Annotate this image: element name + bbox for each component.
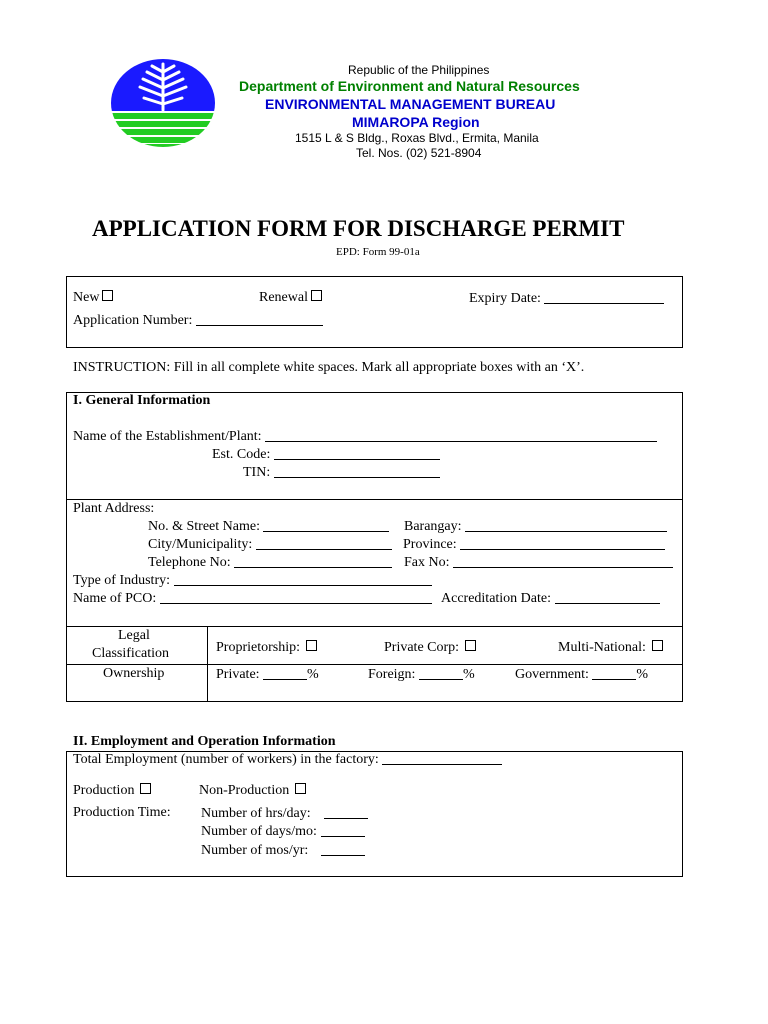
proprietorship-checkbox[interactable] (306, 640, 317, 651)
industry-blank[interactable] (174, 572, 432, 586)
divider (66, 626, 683, 627)
private-label: Private: (216, 667, 260, 682)
non-production-option[interactable] (199, 783, 306, 799)
city-field[interactable] (148, 536, 392, 553)
production-label: Production (73, 783, 135, 798)
legal-label: Legal (118, 628, 150, 643)
expiry-label: Expiry Date: (469, 291, 541, 306)
divider (66, 499, 683, 500)
foreign-blank[interactable] (419, 666, 463, 680)
percent-sign: % (462, 667, 475, 682)
city-blank[interactable] (256, 536, 392, 550)
barangay-blank[interactable] (465, 518, 667, 532)
province-label: Province: (403, 537, 457, 552)
accreditation-blank[interactable] (555, 590, 660, 604)
street-field[interactable] (148, 518, 389, 535)
foreign-percent-field[interactable] (368, 666, 475, 683)
percent-sign: % (636, 667, 649, 682)
establishment-blank[interactable] (265, 428, 657, 442)
multinational-checkbox[interactable] (652, 640, 663, 651)
fax-field[interactable] (404, 554, 673, 571)
mos-field[interactable] (201, 842, 365, 859)
new-checkbox[interactable] (102, 290, 113, 301)
multinational-label: Multi-National: (558, 640, 646, 655)
private-corp-option[interactable] (384, 640, 476, 656)
instruction-text: INSTRUCTION: Fill in all complete white spaces. Mark all appropriate boxes with an ‘X’. (73, 360, 585, 375)
private-corp-checkbox[interactable] (465, 640, 476, 651)
production-option[interactable] (73, 783, 151, 799)
total-employment-field[interactable] (73, 751, 502, 768)
form-code: EPD: Form 99-01a (336, 246, 420, 258)
government-blank[interactable] (592, 666, 636, 680)
renewal-checkbox[interactable] (311, 290, 322, 301)
telephone-label: Telephone No: (148, 555, 231, 570)
fax-blank[interactable] (453, 554, 673, 568)
province-field[interactable] (403, 536, 665, 553)
proprietorship-label: Proprietorship: (216, 640, 300, 655)
mos-blank[interactable] (321, 842, 365, 856)
app-number-blank[interactable] (196, 312, 323, 326)
private-blank[interactable] (263, 666, 307, 680)
divider (207, 626, 208, 702)
tel-text: Tel. Nos. (02) 521-8904 (356, 146, 482, 160)
renewal-option[interactable] (259, 290, 322, 306)
street-label: No. & Street Name: (148, 519, 260, 534)
industry-label: Type of Industry: (73, 573, 171, 588)
private-corp-label: Private Corp: (384, 640, 460, 655)
tin-field[interactable] (243, 464, 440, 481)
barangay-field[interactable] (404, 518, 667, 535)
days-label: Number of days/mo: (201, 824, 317, 839)
pco-field[interactable] (73, 590, 432, 607)
province-blank[interactable] (460, 536, 665, 550)
accreditation-label: Accreditation Date: (441, 591, 552, 606)
new-label: New (73, 290, 100, 305)
telephone-field[interactable] (148, 554, 392, 571)
department-text: Department of Environment and Natural Resources (239, 78, 580, 94)
production-checkbox[interactable] (140, 783, 151, 794)
non-production-label: Non-Production (199, 783, 290, 798)
days-blank[interactable] (321, 823, 365, 837)
industry-field[interactable] (73, 572, 432, 589)
pco-label: Name of PCO: (73, 591, 157, 606)
classification-label: Classification (92, 646, 169, 661)
hrs-blank[interactable] (324, 805, 368, 819)
total-employment-blank[interactable] (382, 751, 502, 765)
denr-logo (110, 58, 216, 148)
expiry-date-field[interactable] (469, 290, 664, 307)
plant-address-label: Plant Address: (73, 501, 155, 516)
private-percent-field[interactable] (216, 666, 319, 683)
accreditation-field[interactable] (441, 590, 660, 607)
pco-blank[interactable] (160, 590, 432, 604)
bureau-text: ENVIRONMENTAL MANAGEMENT BUREAU (265, 96, 556, 112)
establishment-label: Name of the Establishment/Plant: (73, 429, 262, 444)
mos-label: Number of mos/yr: (201, 843, 309, 858)
address-text: 1515 L & S Bldg., Roxas Blvd., Ermita, Manila (295, 131, 539, 145)
est-code-label: Est. Code: (212, 447, 271, 462)
foreign-label: Foreign: (368, 667, 416, 682)
application-number-field[interactable] (73, 312, 323, 329)
government-percent-field[interactable] (515, 666, 648, 683)
telephone-blank[interactable] (234, 554, 392, 568)
ownership-label: Ownership (103, 666, 165, 681)
divider (66, 664, 683, 665)
production-time-label: Production Time: (73, 805, 171, 820)
tin-blank[interactable] (274, 464, 440, 478)
hrs-label: Number of hrs/day: (201, 806, 311, 821)
tin-label: TIN: (243, 465, 271, 480)
page-title: APPLICATION FORM FOR DISCHARGE PERMIT (92, 216, 625, 241)
renewal-label: Renewal (259, 290, 308, 305)
street-blank[interactable] (263, 518, 389, 532)
city-label: City/Municipality: (148, 537, 253, 552)
region-text: MIMAROPA Region (352, 114, 480, 130)
government-label: Government: (515, 667, 589, 682)
new-option[interactable] (73, 290, 113, 306)
barangay-label: Barangay: (404, 519, 462, 534)
proprietorship-option[interactable] (216, 640, 317, 656)
establishment-field[interactable] (73, 428, 657, 445)
total-employment-label: Total Employment (number of workers) in the factory: (73, 752, 379, 767)
fax-label: Fax No: (404, 555, 450, 570)
section-heading-employment: II. Employment and Operation Information (73, 734, 336, 749)
expiry-blank[interactable] (544, 290, 664, 304)
hrs-field[interactable] (201, 805, 368, 822)
days-field[interactable] (201, 823, 365, 840)
est-code-blank[interactable] (274, 446, 440, 460)
percent-sign: % (307, 667, 319, 682)
republic-text: Republic of the Philippines (348, 63, 490, 77)
section-heading-general: I. General Information (73, 393, 211, 408)
app-number-label: Application Number: (73, 313, 193, 328)
multinational-option[interactable] (558, 640, 663, 656)
non-production-checkbox[interactable] (295, 783, 306, 794)
est-code-field[interactable] (212, 446, 440, 463)
